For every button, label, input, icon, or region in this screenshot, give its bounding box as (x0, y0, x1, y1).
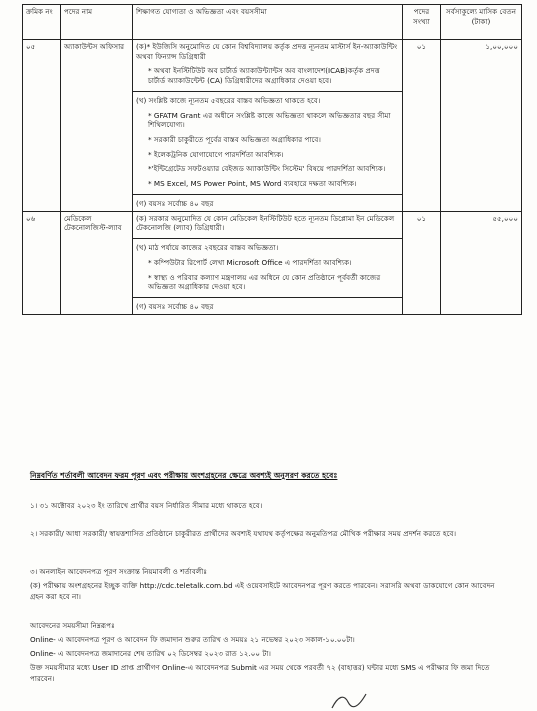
condition-item: (ক) পরীক্ষায় অংশগ্রহনের ইচ্ছুক ব্যক্তি http://cdc.teletalk.com.bd এই ওয়েবসাইটে আবেদনপত্র পূরণ করতে পারবেন। সরাসরি অথবা ডাকযোগে কোন আবেদন গ্রহন করা হবে না। (30, 581, 495, 602)
conditions-heading: নিম্নবর্ণিত শর্তাবলী আবেদন ফরম পূরণ এবং পরীক্ষায় অংশগ্রহনের ক্ষেত্রে অবশ্যই অনুসরণ করতে হবেঃ (30, 471, 338, 480)
qual-b-item: * GFATM Grant এর অধীনে সংশ্লিষ্ট কাজে অভিজ্ঞতা থাকলে অভিজ্ঞতার বছর সীমা শিথিলযোগ্য। (148, 110, 391, 130)
row-count: ০১ (403, 40, 441, 212)
row-qualification (133, 211, 403, 314)
row-salary: ১,০০,০০০ (441, 40, 522, 212)
signature-mark (330, 690, 370, 710)
qual-b-item: * ইলেকট্রনিক যোগাযোগে পারদর্শিতা আবশ্যিক। (148, 149, 284, 159)
qual-b: (খ) সংশ্লিষ্ট কাজে ন্যূনতম ৫বছরের বাস্তব অভিজ্ঞতা থাকতে হবে। (136, 95, 321, 105)
qual-c: (গ) বয়সঃ সর্বোচ্চ ৪০ বছর (136, 301, 214, 311)
condition-item: ১। ৩১ অক্টোবর ২০২৩ ইং তারিখে প্রার্থীর বয়স নির্ধারিত সীমার মধ্যে থাকতে হবে। (30, 501, 263, 510)
condition-item-title: ৩। অনলাইন আবেদনপত্র পূরণ সংক্রান্ত নিয়মাবলী ও শর্তাবলীঃ (30, 567, 208, 576)
divider (133, 297, 402, 298)
divider (133, 238, 402, 239)
condition-item: ২। সরকারী/ আধা সরকারী/ স্বায়ত্তশাসিত প্রতিষ্ঠানে চাকুরীরত প্রার্থীদের অবশ্যই যথাযথ কর্তৃপক্ষের অনুমতিপত্র মৌখিক পরীক্ষার সময় প্রদর্শন করতে হবে। (30, 529, 457, 538)
row-post: অ্যাকাউন্টস অফিসার (61, 40, 133, 212)
divider (133, 194, 402, 195)
schedule-line: Online- এ আবেদনপত্র পূরণ ও আবেদন ফি জমাদান শুরুর তারিখ ও সময়ঃ ২১ নভেম্বর ২০২৩ সকাল-১০.০০টা। (30, 635, 355, 644)
header-qualification: শিক্ষাগত যোগ্যতা ও অভিজ্ঞতা এবং বয়সসীমা (133, 5, 403, 40)
qual-b-item: * কম্পিউটার রিপোর্ট লেখা Microsoft Office এ পারদর্শিতা আবশ্যিক। (148, 257, 352, 267)
row-qualification (133, 40, 403, 212)
qual-a-note: * অথবা ইনস্টিটিউট অব চার্টার্ড অ্যাকাউন্ট্যান্টস অব বাংলাদেশ(ICAB)কর্তৃক প্রদত্ত চার্টার্ড অ্যাকাউন্টেন্ট (CA) ডিগ্রিধারীদের অগ্রাধিকার দেওয়া হবে। (148, 66, 380, 86)
qual-c: (গ) বয়সঃ সর্বোচ্চ ৪০ বছর (136, 198, 214, 208)
qual-b-item: *'ইন্টিগ্রেটেড সফটওয়্যার বেইজড অ্যাকাউন্টিং সিস্টেম' বিষয়ে পারদর্শিতা আবশ্যিক। (148, 164, 386, 174)
header-salary: সর্বসাকুল্যে মাসিক বেতন (টাকা) (441, 5, 522, 40)
table-row (23, 40, 522, 212)
qual-a: (ক)* ইউজিসি অনুমোদিত যে কোন বিশ্ববিদ্যালয় কর্তৃক প্রদত্ত ন্যূনতম মাস্টার্স ইন-অ্যাকাউন্টিং অথবা ফিন্যান্স ডিগ্রিধারী (136, 42, 398, 61)
row-serial: ০৬ (23, 211, 61, 314)
schedule-line: উক্ত সময়সীমার মধ্যে User ID প্রাপ্ত প্রার্থীগণ Online-এ আবেদনপত্র Submit এর সময় থেকে পরবর্তী ৭২ (বাহাত্তর) ঘন্টার মধ্যে SMS এ পরীক্ষার ফি জমা দিতে পারবেন। (30, 663, 490, 684)
divider (133, 91, 402, 92)
header-serial: ক্রমিক নং (23, 5, 61, 40)
qual-b-item: * MS Excel, MS Power Point, MS Word ব্যবহারে দক্ষতা আবশ্যিক। (148, 179, 357, 189)
header-count: পদের সংখ্যা (403, 5, 441, 40)
qual-b-item: * সরকারী চাকুরীতে পূর্বের বাস্তব অভিজ্ঞতা অগ্রাধিকার পাবে। (148, 135, 321, 145)
table-header-row (23, 5, 522, 40)
row-post: মেডিকেল টেকনোলজিস্ট-ল্যাব (61, 211, 133, 314)
qual-b: (খ) মাঠ পর্যায়ে কাজের ২বছরের বাস্তব অভিজ্ঞতা। (136, 243, 279, 253)
schedule-line: Online- এ আবেদনপত্র জমাদানের শেষ তারিখ ০২ ডিসেম্বর ২০২৩ রাত ১২.০০ টা। (30, 649, 271, 658)
qual-a: (ক) সরকার অনুমোদিত যে কোন মেডিকেল ইনস্টিটিউট হতে ন্যূনতম ডিপ্লোমা ইন মেডিকেল টেকনোলজি (ল্যাব) ডিগ্রিধারী। (136, 213, 395, 233)
table-row (23, 211, 522, 314)
header-post: পদের নাম (61, 5, 133, 40)
schedule-title: আবেদনের সময়সীমা নিম্নরূপঃ (30, 621, 115, 630)
row-salary: ৫৫,০০০ (441, 211, 522, 314)
row-count: ০১ (403, 211, 441, 314)
qual-b-item: * স্বাস্থ্য ও পরিবার কল্যাণ মন্ত্রণালয় এর অধিনে যে কোন প্রতিষ্ঠানে পূর্ববর্তী কাজের অভিজ্ঞতা অগ্রাধিকার দেওয়া হবে। (148, 272, 381, 292)
row-serial: ০৫ (23, 40, 61, 212)
job-table (22, 4, 522, 315)
